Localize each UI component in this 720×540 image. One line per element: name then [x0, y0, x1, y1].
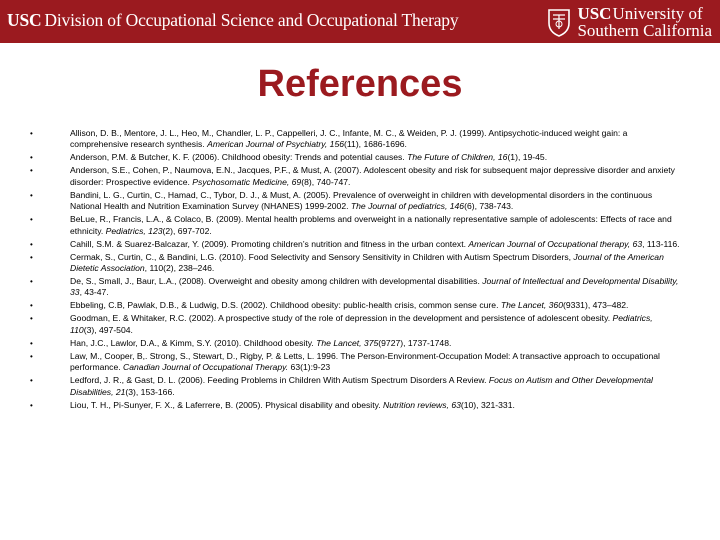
reference-source: American Journal of Occupational therapy, 63 — [468, 238, 643, 249]
reference-text — [70, 128, 680, 151]
reference-pages: (2), 697-702. — [162, 225, 212, 236]
bullet: • — [30, 190, 33, 200]
univ-usc-mark: USC — [577, 4, 612, 23]
reference-source: The Journal of pediatrics, 146 — [350, 201, 465, 212]
reference-text — [70, 214, 680, 237]
bullet: • — [30, 400, 33, 410]
reference-text — [70, 252, 680, 275]
reference-item — [30, 300, 680, 311]
page-title: References — [257, 63, 463, 105]
usc-seal-icon — [547, 7, 571, 37]
reference-item — [30, 190, 680, 213]
bullet: • — [30, 239, 33, 249]
reference-text — [70, 152, 680, 163]
reference-body: Liou, T. H., Pi-Sunyer, F. X., & Laferrere, B. (2005). Physical disability and obesity. — [70, 399, 384, 410]
reference-source: American Journal of Psychiatry, 156 — [207, 139, 345, 150]
reference-source: Journal of the American Dietetic Association — [70, 251, 664, 274]
reference-item — [30, 214, 680, 237]
reference-body: Ledford, J. R., & Gast, D. L. (2006). Feeding Problems in Children With Autism Spectrum Disorders A Review. — [70, 375, 489, 386]
reference-text — [70, 165, 680, 188]
bullet: • — [30, 252, 33, 262]
bullet: • — [30, 376, 33, 386]
reference-item — [30, 313, 680, 336]
reference-item — [30, 276, 680, 299]
reference-item — [30, 252, 680, 275]
bullet: • — [30, 314, 33, 324]
reference-body: Law, M., Cooper, B,. Strong, S., Stewart, D., Rigby, P. & Letts, L. 1996. The Person-Environment-Occupation Model: A transactive approach to occupational performance. — [70, 350, 660, 373]
reference-item — [30, 375, 680, 398]
reference-pages: , 113-116. — [642, 238, 680, 249]
division-wordmark[interactable] — [7, 10, 458, 31]
reference-source: The Future of Children, 16 — [407, 152, 508, 163]
reference-pages: (10), 321-331. — [460, 399, 515, 410]
reference-pages: (9727), 1737-1748. — [378, 337, 452, 348]
university-logo[interactable] — [547, 4, 712, 40]
bullet: • — [30, 338, 33, 348]
reference-source: Pediatrics, 110 — [70, 313, 653, 335]
univ-line2: Southern California — [577, 21, 712, 40]
reference-source: Pediatrics, 123 — [105, 225, 163, 236]
bullet: • — [30, 166, 33, 176]
bullet: • — [30, 153, 33, 163]
reference-body: Allison, D. B., Mentore, J. L., Heo, M., Chandler, L. P., Cappelleri, J. C., Infante, M. C., & Weiden, P. J. (1999). Antipsychotic-induced weight gain: a comprehensive research synthesis. — [70, 128, 628, 150]
reference-pages: (6), 738-743. — [464, 201, 514, 212]
reference-text — [70, 375, 680, 398]
reference-pages: (9331), 473–482. — [562, 300, 629, 311]
reference-body: De, S., Small, J., Baur, L.A., (2008). Overweight and obesity among children with developmental disabilities. — [70, 276, 483, 287]
reference-text — [70, 400, 680, 411]
reference-item — [30, 351, 680, 374]
reference-text — [70, 338, 680, 349]
reference-body: Han, J.C., Lawlor, D.A., & Kimm, S.Y. (2010). Childhood obesity. — [70, 337, 317, 348]
reference-item — [30, 152, 680, 163]
reference-item — [30, 338, 680, 349]
reference-text — [70, 313, 680, 336]
reference-pages: (8), 740-747. — [301, 176, 351, 187]
bullet: • — [30, 351, 33, 361]
bullet: • — [30, 129, 33, 138]
usc-mark: USC — [7, 10, 42, 30]
bullet: • — [30, 215, 33, 225]
reference-list — [30, 128, 680, 413]
reference-body: BeLue, R., Francis, L.A., & Colaco, B. (2009). Mental health problems and overweight in a nationally representative sample of adolescents: Effects of race and ethnicity. — [70, 214, 672, 236]
reference-text — [70, 276, 680, 299]
reference-pages: (1), 19-45. — [507, 152, 548, 163]
division-name: Division of Occupational Science and Occupational Therapy — [44, 10, 459, 30]
reference-body: Cermak, S., Curtin, C., & Bandini, L.G. (2010). Food Selectivity and Sensory Sensitivity in Children with Autism Spectrum Disorders, — [70, 251, 574, 262]
reference-body: Ebbeling, C.B, Pawlak, D.B., & Ludwig, D.S. (2002). Childhood obesity: public-health crisis, common sense cure. — [70, 300, 501, 311]
reference-source: The Lancet, 360 — [500, 300, 563, 311]
reference-item — [30, 239, 680, 250]
bullet: • — [30, 301, 33, 311]
reference-source: Psychosomatic Medicine, 69 — [192, 176, 302, 187]
reference-text — [70, 300, 680, 311]
univ-line1: University of — [612, 4, 703, 23]
reference-body: Goodman, E. & Whitaker, R.C. (2002). A prospective study of the role of depression in the development and persistence of adolescent obesity. — [70, 313, 613, 324]
reference-source: Focus on Autism and Other Developmental Disabilities, 21 — [70, 375, 653, 397]
bullet: • — [30, 277, 33, 287]
reference-item — [30, 400, 680, 411]
reference-source: Nutrition reviews, 63 — [383, 399, 461, 410]
reference-source: The Lancet, 375 — [316, 337, 379, 348]
reference-source: Canadian Journal of Occupational Therapy. — [123, 362, 289, 373]
reference-item — [30, 165, 680, 188]
reference-source: Journal of Intellectual and Developmental Disability, 33 — [70, 276, 679, 298]
reference-text — [70, 190, 680, 213]
reference-text — [70, 239, 680, 250]
reference-pages: , 110(2), 238–246. — [144, 263, 215, 274]
reference-body: Bandini, L. G., Curtin, C., Hamad, C., Tybor, D. J., & Must, A. (2005). Prevalence of overweight in children with developmental disorders in the continuous National Health and Nutrition Examination Survey (NHANES) 1999-2002. — [70, 189, 653, 212]
reference-pages: (11), 1686-1696. — [344, 139, 407, 150]
reference-body: Anderson, P.M. & Butcher, K. F. (2006). Childhood obesity: Trends and potential causes. — [70, 152, 408, 163]
reference-body: Cahill, S.M. & Suarez-Balcazar, Y. (2009). Promoting children’s nutrition and fitness in the urban context. — [70, 238, 469, 249]
reference-pages: 63(1):9-23 — [288, 362, 331, 373]
reference-item — [30, 128, 680, 151]
reference-pages: (3), 497-504. — [83, 324, 133, 335]
reference-text — [70, 351, 680, 374]
reference-pages: (3), 153-166. — [125, 386, 175, 397]
reference-pages: , 43-47. — [79, 287, 109, 298]
reference-body: Anderson, S.E., Cohen, P., Naumova, E.N., Jacques, P.F., & Must, A. (2007). Adolescent obesity and risk for subsequent major depressive disorder and anxiety disorder: Prospective evidence. — [70, 165, 675, 187]
header-banner — [0, 0, 720, 43]
